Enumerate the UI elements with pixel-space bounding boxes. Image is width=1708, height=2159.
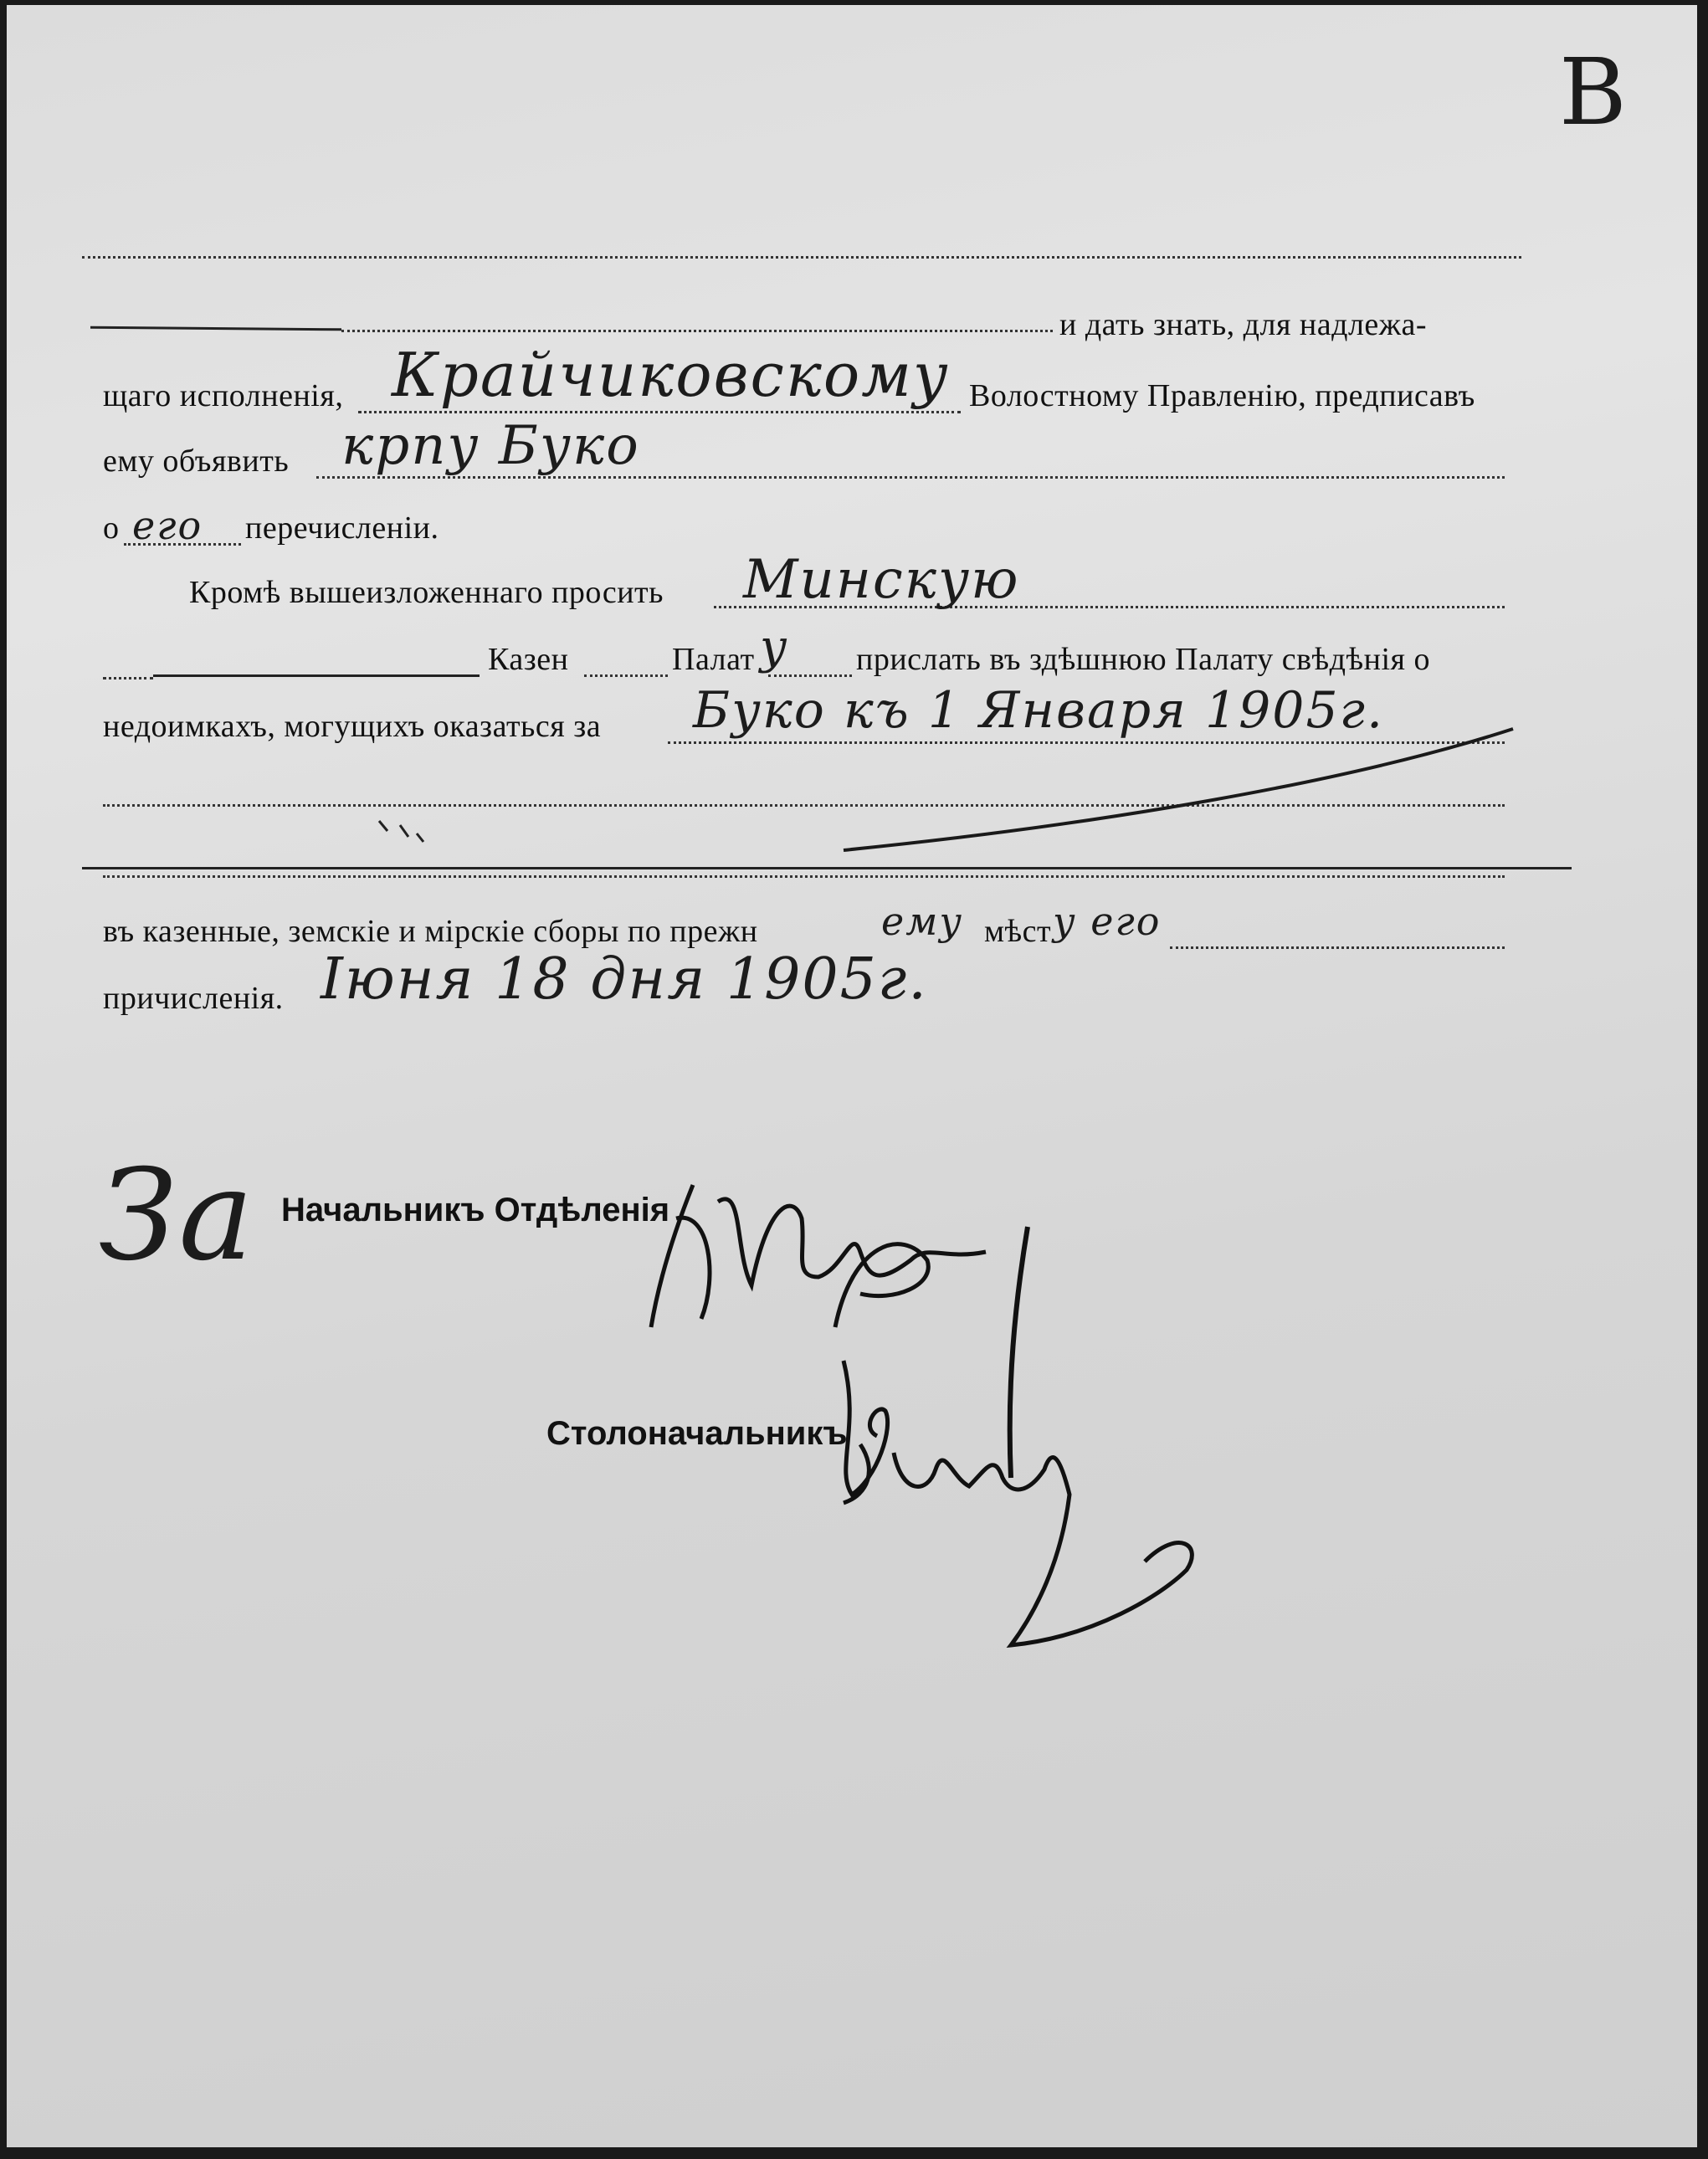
handwritten-date: Іюня 18 дня 1905г. <box>321 946 928 1013</box>
document-page <box>7 5 1697 2147</box>
form-text: мѣст <box>984 914 1052 949</box>
clerk-signature <box>827 1344 1262 1679</box>
form-text: причисленія. <box>103 981 284 1016</box>
form-text: перечисленіи. <box>245 510 439 546</box>
form-text: въ казенные, земскіе и мірскіе сборы по прежн <box>103 914 758 949</box>
form-text: Кромѣ вышеизложеннаго просить <box>189 575 664 610</box>
handwritten-entry: крпу Буко <box>341 415 640 477</box>
page-mark: В <box>1559 38 1628 146</box>
handwritten-entry: у <box>760 620 789 674</box>
form-text: ему объявить <box>103 444 290 479</box>
form-text: щаго исполненія, <box>103 378 344 413</box>
handwritten-entry: Буко къ 1 Января 1905г. <box>693 681 1385 740</box>
form-text: прислать въ здѣшнюю Палату свѣдѣнія о <box>856 642 1431 677</box>
handwritten-za: За <box>99 1143 255 1289</box>
handwritten-entry: у его <box>1053 899 1162 944</box>
form-text: Казен <box>488 642 569 677</box>
form-text: Палат <box>672 642 755 677</box>
handwritten-entry: его <box>132 503 203 548</box>
clerk-title: Столоначальникъ <box>546 1415 848 1452</box>
form-text: недоимкахъ, могущихъ оказаться за <box>103 709 602 744</box>
form-text: и дать знать, для надлежа- <box>1059 307 1428 342</box>
handwritten-entry: Крайчиковскому <box>392 340 950 410</box>
chief-title: Начальникъ Отдѣленія <box>281 1192 670 1228</box>
form-text: о <box>103 510 120 546</box>
handwritten-entry: ему <box>881 899 964 944</box>
strike-out-mark <box>7 5 1697 926</box>
form-text: Волостному Правленію, предписавъ <box>969 378 1475 413</box>
chief-signature-mark <box>802 1210 952 1336</box>
handwritten-entry: Минскую <box>743 549 1020 611</box>
fill-line <box>1170 946 1505 949</box>
